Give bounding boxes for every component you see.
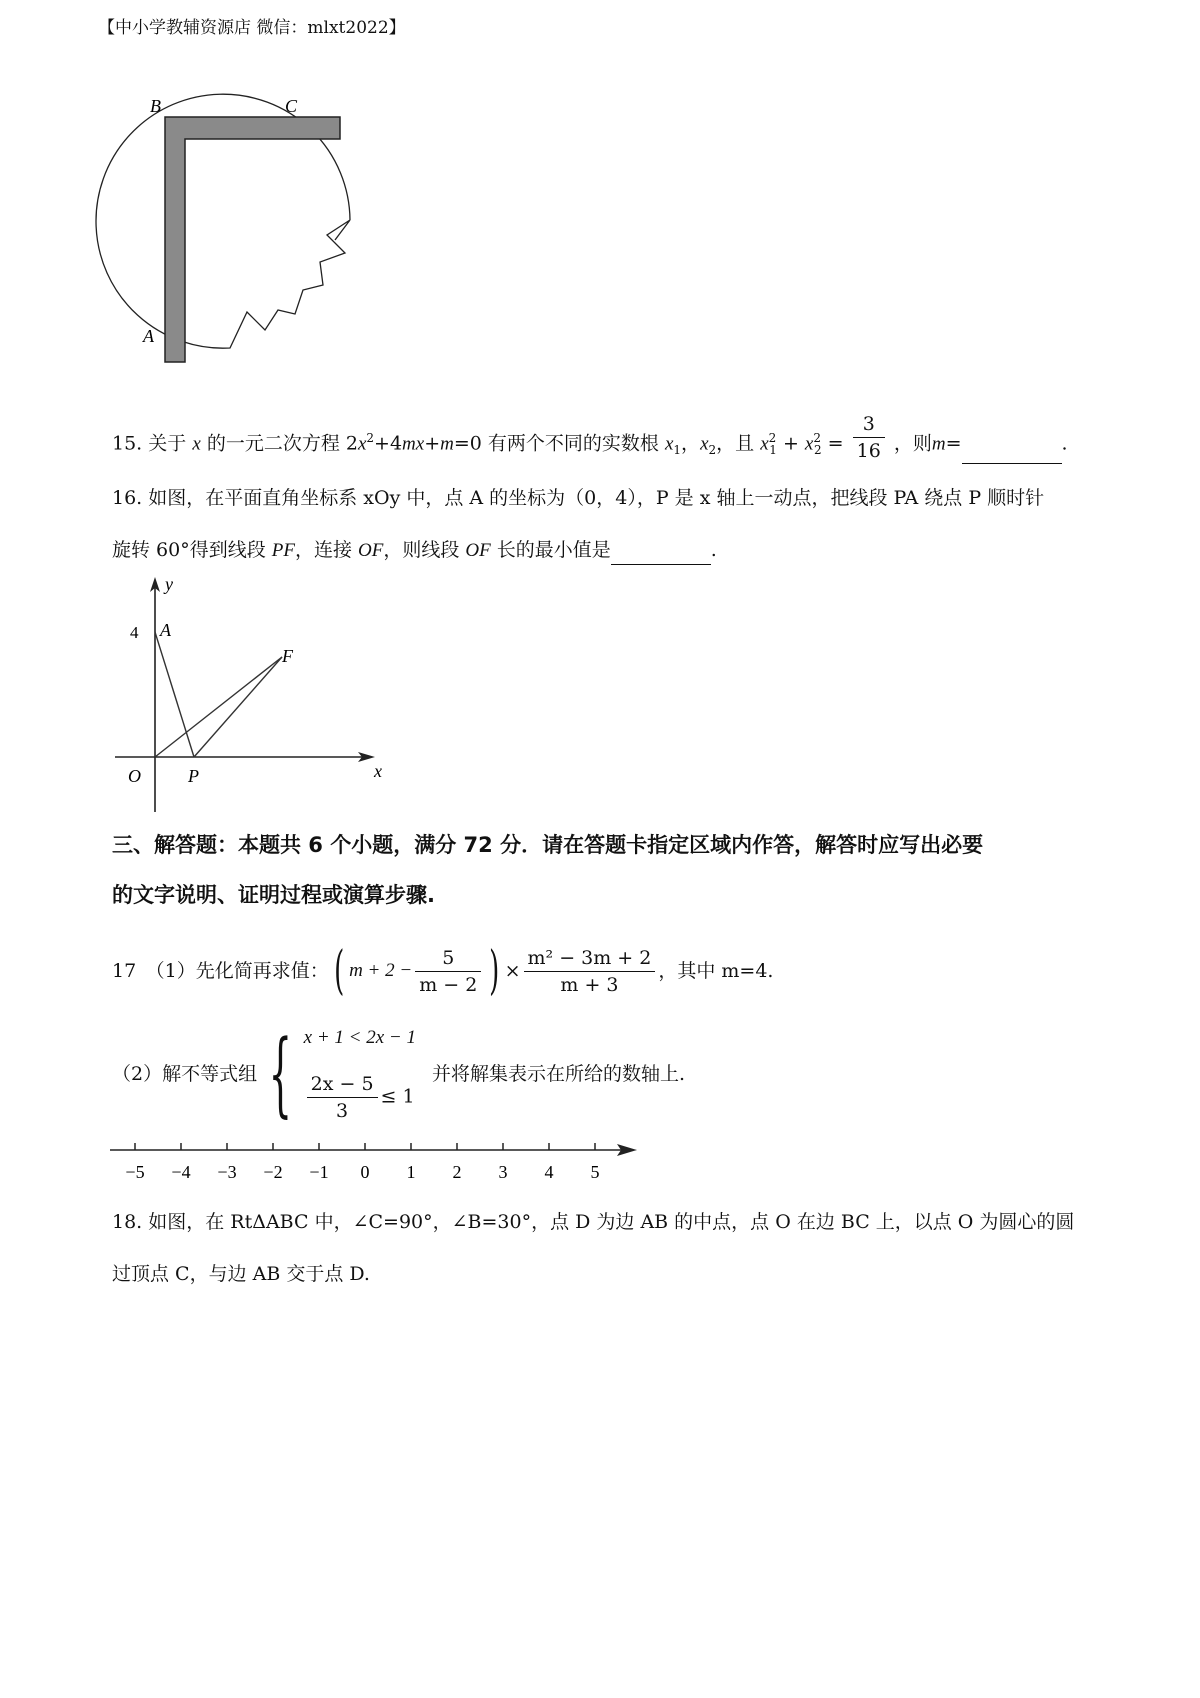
- number-line-tick-label: 3: [498, 1162, 508, 1182]
- point-a-label: A: [160, 620, 171, 640]
- label-c: C: [285, 96, 298, 116]
- inequality-1: x + 1 < 2x − 1: [303, 1027, 416, 1048]
- problem-17-part1: 17 （1）先化简再求值： ( m + 2 − $\frac{5}{m - 2}$ ) × $\frac{\text{m² − 3m + 2}}{m + 3}$ ，其中 m=4.: [112, 941, 774, 1001]
- number-line-tick-label: 1: [406, 1162, 416, 1182]
- answer-blank: [962, 443, 1062, 464]
- origin-label: O: [128, 766, 141, 786]
- problem-16-line1: 16. 如图，在平面直角坐标系 xOy 中，点 A 的坐标为（0，4），P 是 x 轴上一动点，把线段 PA 绕点 P 顺时针: [112, 487, 1045, 509]
- axis-y-label: y: [165, 574, 173, 594]
- number-line-tick-label: 2: [452, 1162, 462, 1182]
- section-3-heading-line1: 三、解答题：本题共 6 个小题，满分 72 分．请在答题卡指定区域内作答，解答时应写出必要: [112, 833, 984, 857]
- header-watermark: 【中小学教辅资源店 微信：mlxt2022】: [98, 18, 406, 38]
- problem-17-part2: （2）解不等式组 { x + 1 < 2x − 1 $\frac{2x - 5}{3}$ ≤ 1 并将解集表示在所给的数轴上.: [112, 1020, 686, 1127]
- point-f-label: F: [282, 646, 293, 666]
- number-line-tick-label: −2: [263, 1162, 283, 1182]
- section-3-heading-line2: 的文字说明、证明过程或演算步骤.: [112, 883, 435, 907]
- answer-blank: [611, 544, 711, 565]
- label-b: B: [150, 96, 161, 116]
- number-line-tick-label: −3: [217, 1162, 237, 1182]
- number-line-tick-label: −1: [309, 1162, 329, 1182]
- problem-15: 15. 关于 x 的一元二次方程 $2x^2+4mx+m=0$ 有两个不同的实数根 $x_1$，$x_2$，且 $x^2_1 + x^2_2$ = $\frac{3}{16}$ ，则m= .: [112, 424, 1068, 464]
- number-line-tick-label: 4: [544, 1162, 554, 1182]
- carpenter-square-figure: [95, 90, 370, 375]
- problem-18-line1: 18. 如图，在 RtΔABC 中，∠C=90°，∠B=30°，点 D 为边 AB 的中点，点 O 在边 BC 上，以点 O 为圆心的圆: [112, 1211, 1075, 1233]
- problem-16-line2: 旋转 60°得到线段 PF，连接 OF，则线段 OF 长的最小值是 .: [112, 536, 717, 565]
- frac-numerator: 3: [853, 411, 885, 438]
- inequality-2: $\frac{2x - 5}{3}$ ≤ 1: [304, 1071, 416, 1124]
- coordinate-figure: [110, 572, 390, 817]
- frac-denominator: 16: [856, 439, 881, 462]
- number-line-tick-label: 5: [590, 1162, 600, 1182]
- point-p-label: P: [188, 766, 199, 786]
- number-line-tick-label: −4: [171, 1162, 191, 1182]
- number-line-tick-label: 0: [360, 1162, 370, 1182]
- axis-x-label: x: [374, 761, 382, 781]
- problem-18-line2: 过顶点 C，与边 AB 交于点 D.: [112, 1263, 370, 1285]
- tick-4-label: 4: [130, 623, 139, 642]
- label-a: A: [143, 326, 154, 346]
- number-line-tick-label: −5: [125, 1162, 145, 1182]
- number-line: [105, 1140, 645, 1190]
